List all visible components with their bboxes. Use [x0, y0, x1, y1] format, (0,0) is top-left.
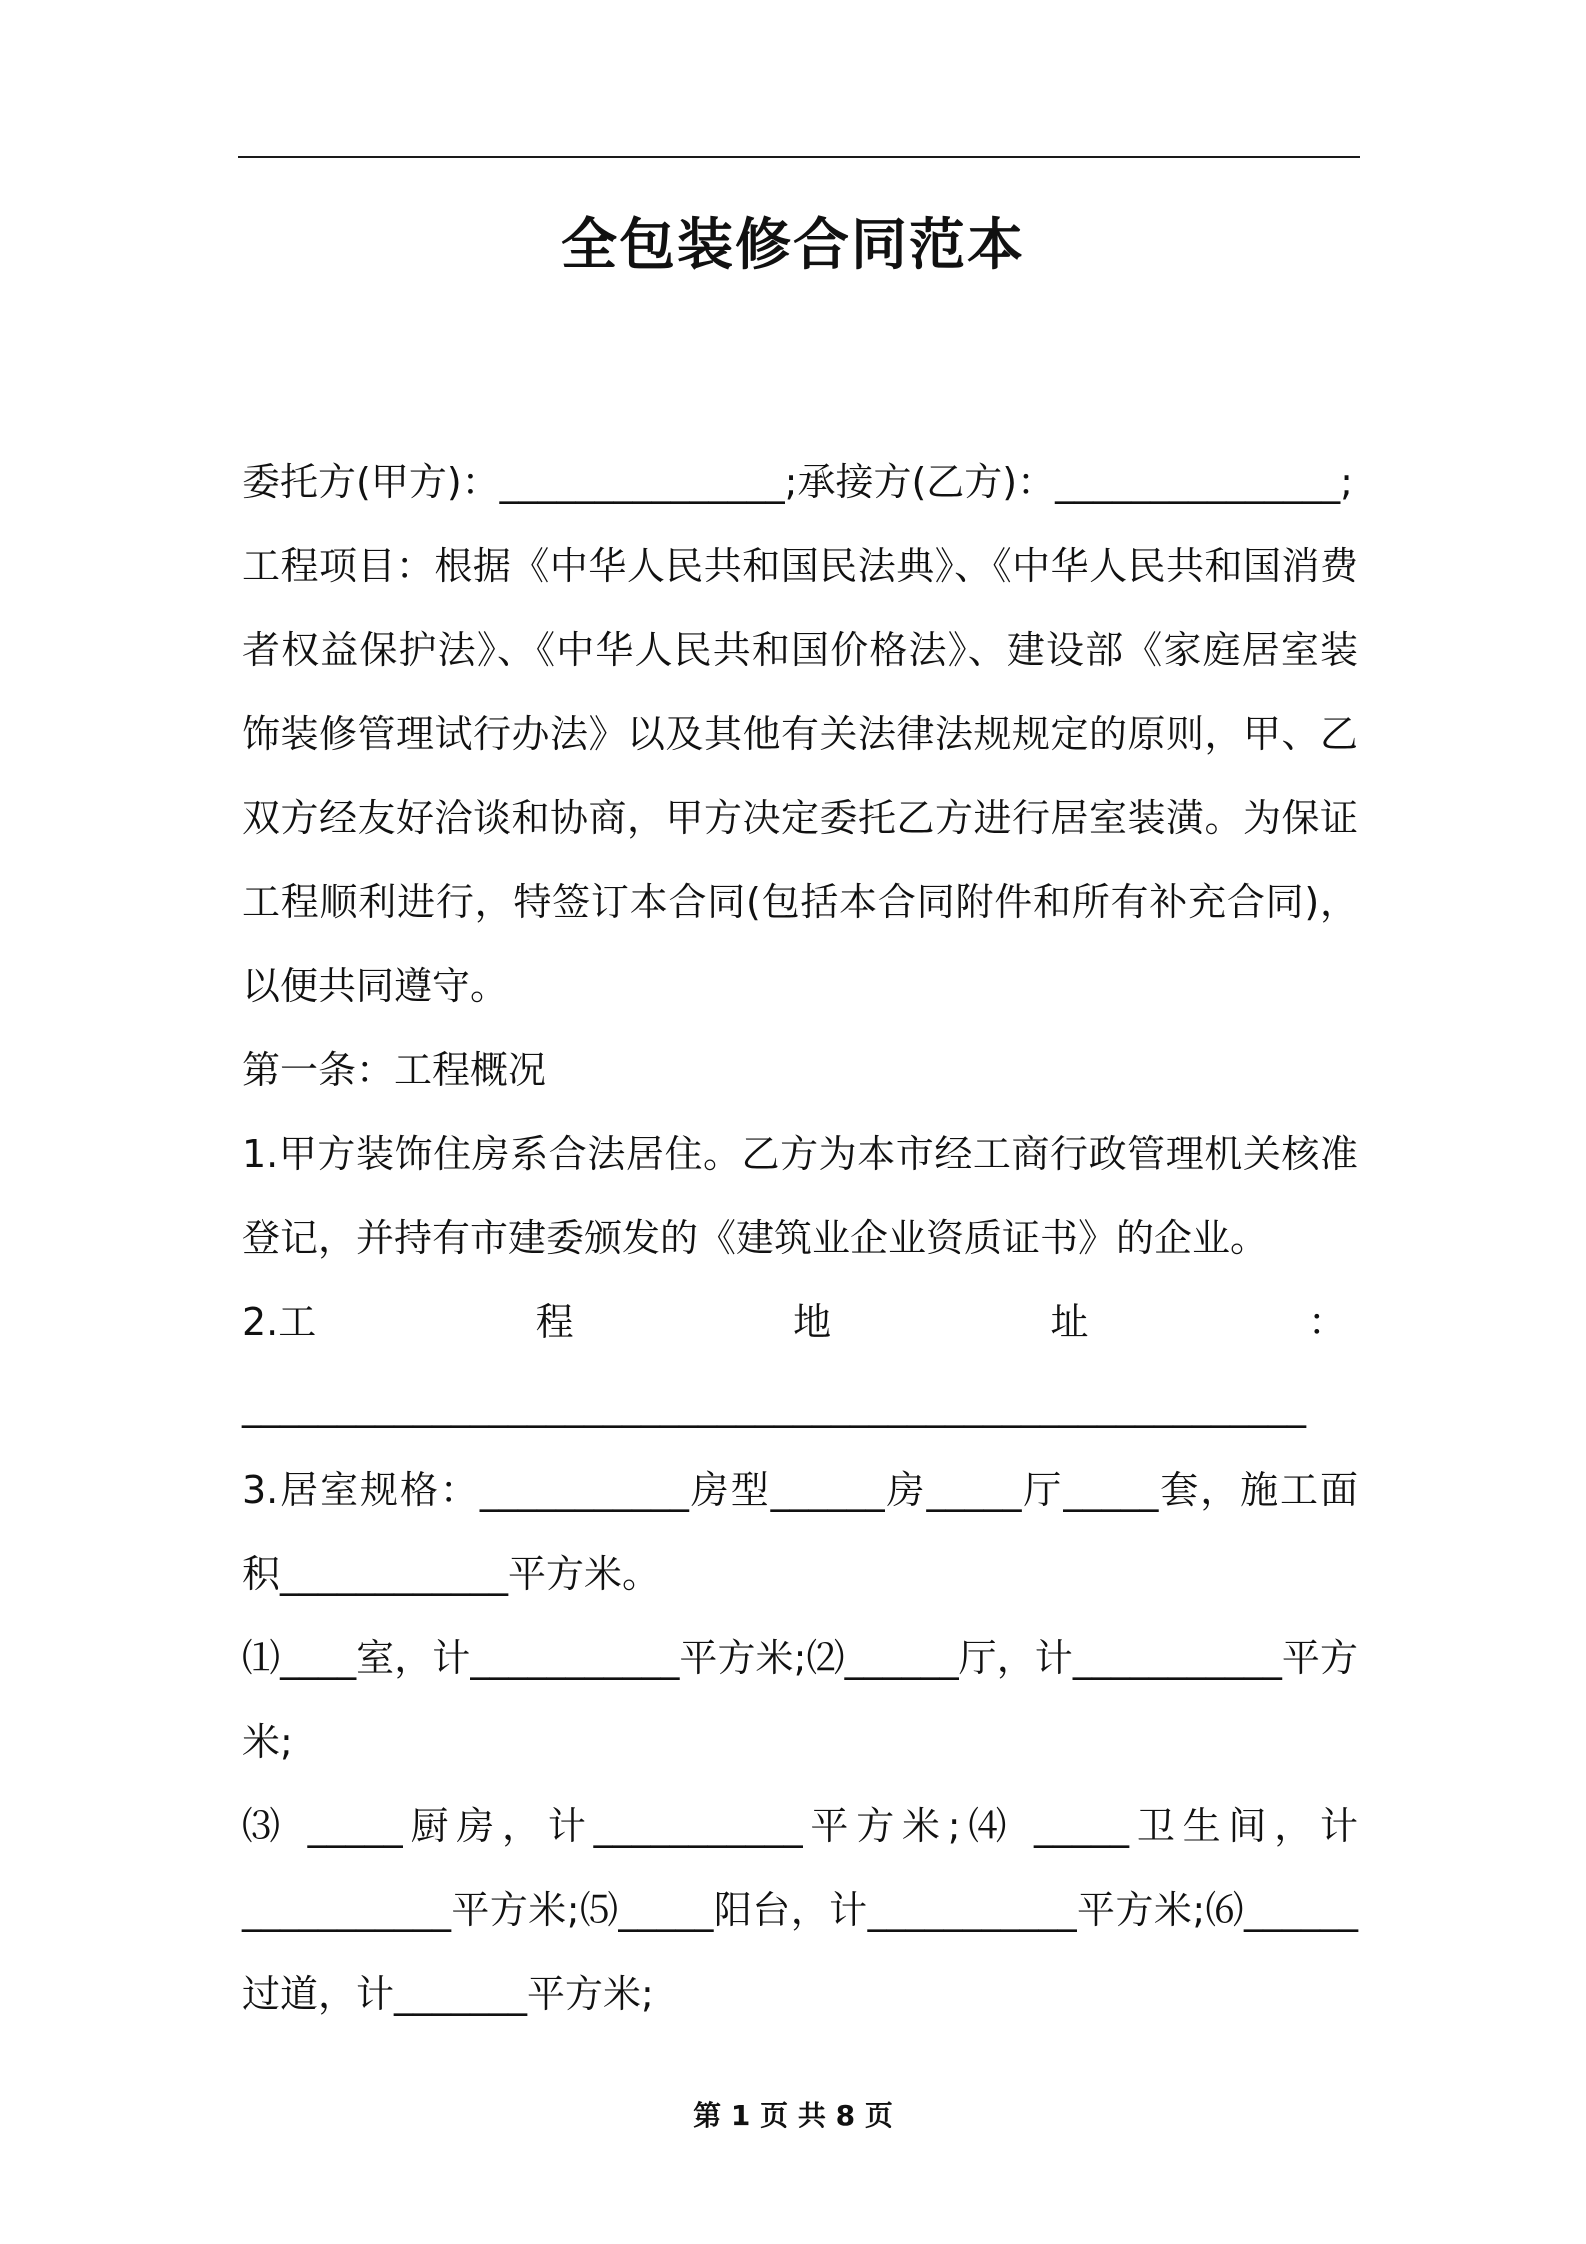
page-number: 第 1 页 共 8 页: [693, 2099, 893, 2132]
project-paragraph: 工程项目：根据《中华人民共和国民法典》、《中华人民共和国消费者权益保护法》、《中华人民共和国价格法》、建设部《家庭居室装饰装修管理试行办法》以及其他有关法律法规规定的原则，甲、乙双方经友好洽谈和协商，甲方决定委托乙方进行居室装潢。为保证工程顺利进行，特签订本合同(包括本合同附件和所有补充合同)，以便共同遵守。: [242, 544, 1358, 1008]
item-3-paragraph: 3.居室规格：___________房型______房_____厅_____套，施工面积____________平方米。: [242, 1468, 1358, 1596]
document-title: 全包装修合同范本: [561, 213, 1025, 278]
article-1-heading: 第一条：工程概况: [242, 1048, 547, 1092]
rooms-3-6-paragraph: ⑶ _____厨房，计___________平方米;⑷ _____卫生间，计___________平方米;⑸_____阳台，计___________平方米;⑹______过道，计_______平方米;: [242, 1804, 1358, 2016]
address-char: 2.工: [242, 1300, 317, 1344]
rooms-1-2-paragraph: ⑴____室，计___________平方米;⑵______厅，计___________平方米;: [242, 1636, 1358, 1764]
item-2-address-label: [242, 1280, 1358, 1364]
document-body: [242, 440, 1358, 2036]
address-char: 址: [1050, 1300, 1089, 1344]
header-rule: [238, 156, 1360, 158]
address-char: 地: [793, 1300, 832, 1344]
address-char: ：: [1307, 1300, 1346, 1344]
item-1-paragraph: 1.甲方装饰住房系合法居住。乙方为本市经工商行政管理机关核准登记，并持有市建委颁发的《建筑业企业资质证书》的企业。: [242, 1132, 1358, 1260]
address-char: 程: [535, 1300, 574, 1344]
address-blank-line: ________________________________________________________: [242, 1384, 1306, 1428]
parties-line: 委托方(甲方)：_______________;承接方(乙方)：_______________;: [242, 460, 1353, 504]
